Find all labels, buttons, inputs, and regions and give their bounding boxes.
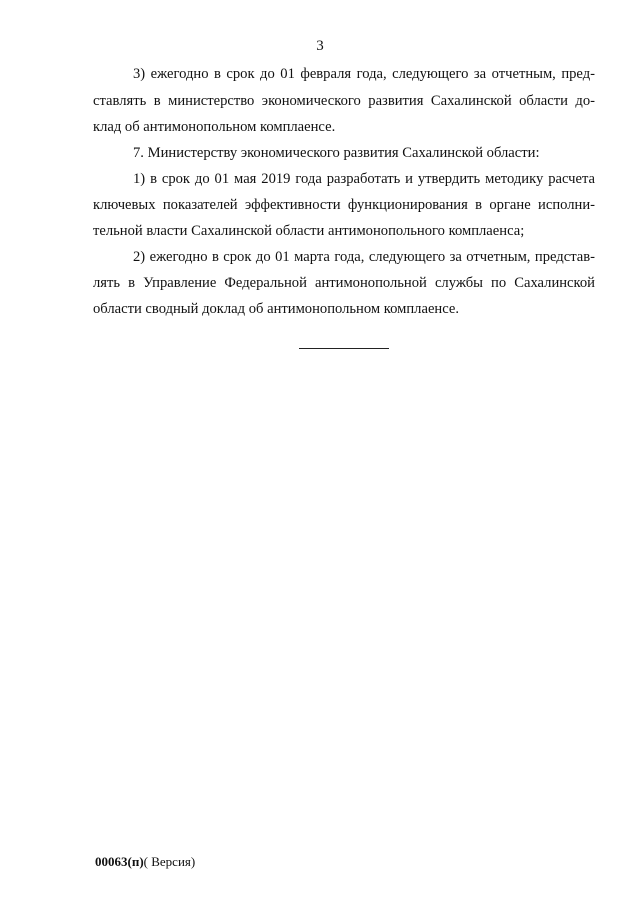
- page-number: 3: [316, 38, 324, 54]
- footer-code: 00063(п): [95, 854, 144, 869]
- item-1-line-1: 1) в срок до 01 мая 2019 года разработать и утвердить методику расчета: [133, 171, 595, 187]
- section-7-heading: 7. Министерству экономического развития Сахалинской области:: [133, 145, 540, 161]
- item-1-line-3: тельной власти Сахалинской области антимонопольного комплаенса;: [93, 223, 525, 239]
- paragraph-3-line-1: 3) ежегодно в срок до 01 февраля года, следующего за отчетным, пред-: [133, 66, 595, 82]
- item-2-line-2: лять в Управление Федеральной антимонопольной службы по Сахалинской: [93, 275, 595, 291]
- item-2-line-1: 2) ежегодно в срок до 01 марта года, следующего за отчетным, представ-: [133, 249, 595, 265]
- footer-document-code: [95, 854, 195, 870]
- paragraph-3-line-3: клад об антимонопольном комплаенсе.: [93, 119, 336, 135]
- footer-version: ( Версия): [143, 854, 196, 869]
- paragraph-3-line-2: ставлять в министерство экономического развития Сахалинской области до-: [93, 93, 595, 109]
- end-divider: [299, 348, 389, 349]
- item-2-line-3: области сводный доклад об антимонопольном комплаенсе.: [93, 301, 460, 317]
- item-1-line-2: ключевых показателей эффективности функционирования в органе исполни-: [93, 197, 595, 213]
